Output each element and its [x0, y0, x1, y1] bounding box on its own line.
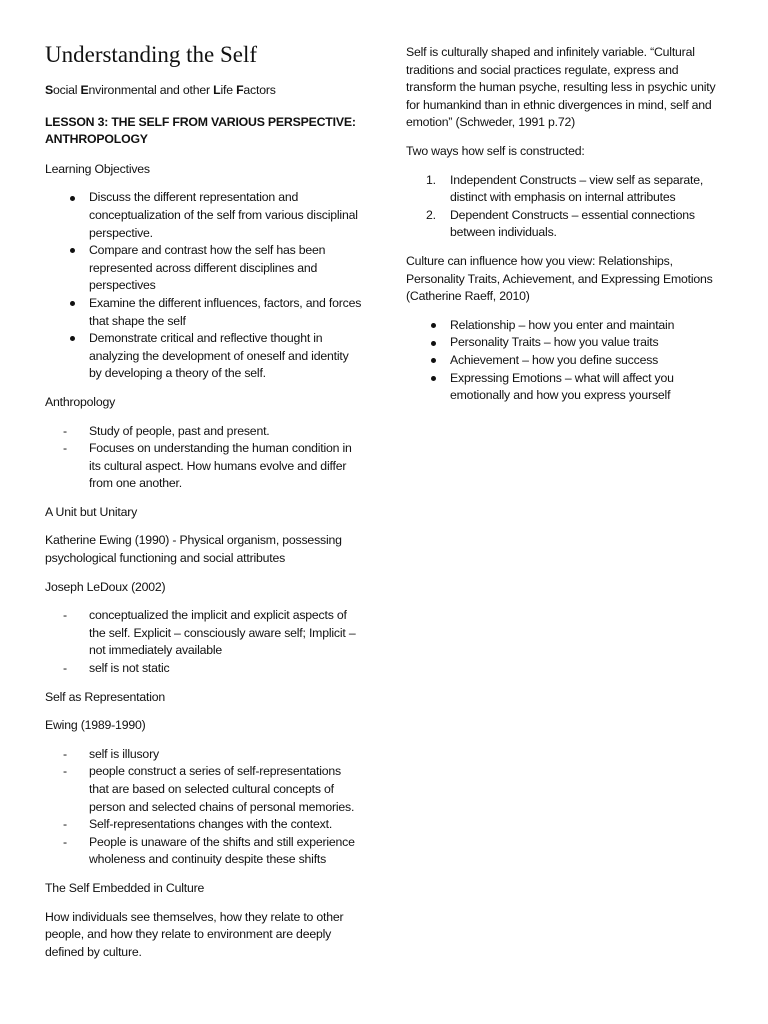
list-item-text: Relationship – how you enter and maintain [450, 317, 675, 332]
subtitle-initial-s: S [45, 83, 54, 97]
list-item-text: Personality Traits – how you value traits [450, 335, 659, 350]
dash-marker: - [63, 661, 67, 676]
ledoux-heading: Joseph LeDoux (2002) [45, 579, 166, 594]
list-item [406, 172, 728, 207]
list-item [406, 334, 728, 352]
list-item [45, 330, 363, 383]
list-item-text: Discuss the different representation and conceptualization of the self from various disciplinal perspective. [89, 190, 358, 240]
list-item-text: self is illusory [89, 746, 159, 761]
subtitle-initial-f: F [236, 83, 244, 97]
bullet-icon [427, 334, 439, 352]
list-item-text: Dependent Constructs – essential connections between individuals. [450, 207, 695, 240]
list-item [406, 317, 728, 335]
list-item-text: Examine the different influences, factors, and forces that shape the self [89, 295, 362, 328]
right-column [406, 44, 728, 416]
bullet-icon [66, 295, 78, 313]
representation-heading: Self as Representation [45, 689, 166, 704]
list-item-text: self is not static [89, 661, 170, 676]
list-item [45, 746, 363, 764]
list-number: 1. [426, 172, 436, 187]
list-item [45, 189, 363, 242]
objectives-heading: Learning Objectives [45, 161, 150, 176]
list-item [406, 370, 728, 405]
dash-marker: - [63, 764, 67, 779]
list-item [406, 352, 728, 370]
dash-marker: - [63, 441, 67, 456]
objectives-list [45, 189, 363, 383]
list-item-text: conceptualized the implicit and explicit aspects of the self. Explicit – consciously aware self; Implicit – not immediately available [89, 608, 356, 658]
list-item-text: Study of people, past and present. [89, 423, 270, 438]
anthropology-list [45, 423, 363, 493]
list-item [45, 763, 363, 816]
list-item [45, 660, 363, 678]
subtitle-part: actors [243, 83, 276, 97]
dash-marker: - [63, 834, 67, 849]
dash-marker: - [63, 746, 67, 761]
dash-marker: - [63, 423, 67, 438]
culture-intro-text: Self is culturally shaped and infinitely variable. “Cultural traditions and social practices regulate, express and transform the human psyche, resulting less in psychic unity for humankind than in ethnic divergences in mind, self and emotion” (Schweder, 1991 p.72) [406, 45, 716, 130]
culture-heading: The Self Embedded in Culture [45, 880, 205, 895]
unit-heading: A Unit but Unitary [45, 504, 138, 519]
list-item-text: Expressing Emotions – what will affect you emotionally and how you express yourself [450, 370, 674, 403]
dash-marker: - [63, 817, 67, 832]
bullet-icon [427, 370, 439, 388]
left-column [45, 40, 363, 972]
list-item [45, 816, 363, 834]
list-item-text: Self-representations changes with the context. [89, 817, 333, 832]
ewing-heading: Ewing (1989-1990) [45, 718, 146, 733]
anthropology-heading: Anthropology [45, 394, 116, 409]
ledoux-list [45, 607, 363, 677]
list-item [45, 440, 363, 493]
influence-text: Culture can influence how you view: Relationships, Personality Traits, Achievement, and Expressing Emotions (Catherine Raeff, 2010) [406, 253, 713, 304]
list-item-text: Demonstrate critical and reflective thought in analyzing the development of oneself and identity by developing a theory of the self. [89, 331, 349, 381]
list-item-text: People is unaware of the shifts and still experience wholeness and continuity despite these shifts [89, 834, 355, 867]
list-item-text: Independent Constructs – view self as separate, distinct with emphasis on internal attributes [450, 172, 704, 205]
subtitle-initial-e: E [80, 83, 89, 97]
subtitle-initial-l: L [213, 83, 221, 97]
document-subtitle [45, 82, 363, 100]
list-item-text: Achievement – how you define success [450, 352, 659, 367]
influences-list [406, 317, 728, 405]
lesson-heading: LESSON 3: THE SELF FROM VARIOUS PERSPECTIVE: ANTHROPOLOGY [45, 114, 356, 147]
list-item-text: Compare and contrast how the self has been represented across different disciplines and perspectives [89, 243, 326, 293]
ewing-list [45, 746, 363, 869]
culture-text: How individuals see themselves, how they relate to other people, and how they relate to environment are deeply defined by culture. [45, 909, 344, 959]
list-item [45, 423, 363, 441]
bullet-icon [427, 352, 439, 370]
list-item [406, 207, 728, 242]
bullet-icon [66, 189, 78, 207]
constructs-heading: Two ways how self is constructed: [406, 143, 585, 158]
list-item [45, 242, 363, 295]
bullet-icon [427, 317, 439, 335]
list-item-text: Focuses on understanding the human condition in its cultural aspect. How humans evolve and differ from one another. [89, 441, 352, 491]
bullet-icon [66, 330, 78, 348]
list-item-text: people construct a series of self-representations that are based on selected cultural concepts of person and selected chains of personal memories. [89, 764, 355, 814]
dash-marker: - [63, 608, 67, 623]
list-item [45, 295, 363, 330]
list-item [45, 607, 363, 660]
subtitle-part: ocial [53, 83, 81, 97]
list-number: 2. [426, 207, 436, 222]
constructs-list [406, 172, 728, 242]
document-title: Understanding the Self [45, 42, 258, 67]
subtitle-part: nvironmental and other [88, 83, 214, 97]
subtitle-part: ife [220, 83, 237, 97]
ewing-1990-text: Katherine Ewing (1990) - Physical organism, possessing psychological functioning and social attributes [45, 533, 342, 566]
list-item [45, 834, 363, 869]
bullet-icon [66, 242, 78, 260]
